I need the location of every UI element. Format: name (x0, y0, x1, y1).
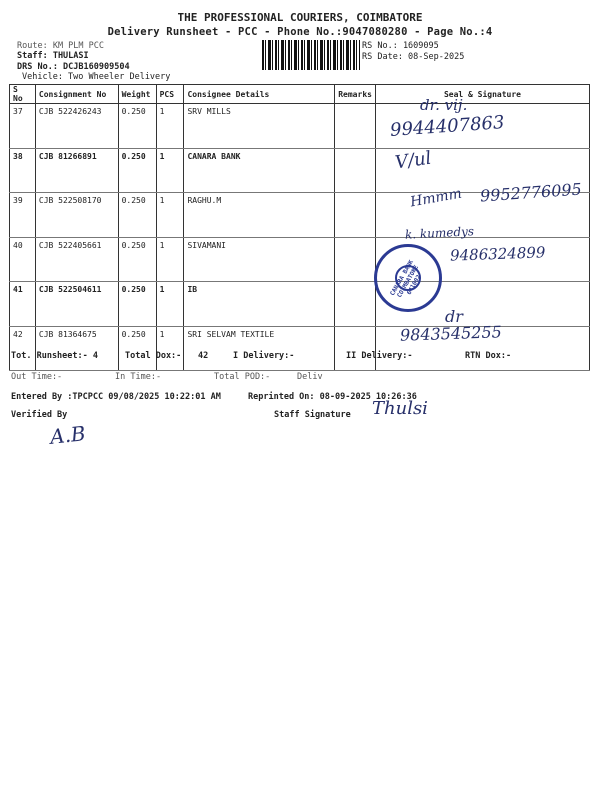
handwritten-signature: V/ul (393, 147, 433, 174)
rtn-dox-label: RTN Dox:- (465, 351, 512, 361)
handwritten-phone: 9486324899 (449, 243, 546, 265)
verifier-handwritten-signature: A.B (48, 421, 87, 449)
cell-pcs: 1 (156, 104, 184, 149)
cell-pcs: 1 (156, 193, 184, 238)
cell-pcs: 1 (156, 237, 184, 282)
cell-weight: 0.250 (118, 104, 156, 149)
header-pcs: PCS (156, 85, 184, 104)
out-time-label: Out Time:- (11, 372, 63, 382)
document-subtitle: Delivery Runsheet - PCC - Phone No.:9047080280 - Page No.:4 (107, 26, 493, 38)
cell-sno: 37 (10, 104, 36, 149)
handwritten-phone: 9952776095 (479, 179, 583, 206)
in-time-label: In Time:- (115, 372, 162, 382)
cell-sno: 38 (10, 148, 36, 193)
cell-consignment-no: CJB 81364675 (35, 326, 118, 371)
cell-consignment-no: CJB 81266891 (35, 148, 118, 193)
handwritten-signature: dr (445, 307, 463, 326)
ii-delivery-label: II Delivery:- (346, 351, 413, 361)
cell-weight: 0.250 (118, 193, 156, 238)
handwritten-phone: 9944407863 (389, 112, 506, 141)
cell-sno: 42 (10, 326, 36, 371)
header-seal-signature: Seal & Signature (375, 85, 589, 104)
cell-consignee: RAGHU.M (184, 193, 335, 238)
staff-signature-label: Staff Signature (274, 410, 351, 420)
cell-pcs: 1 (156, 282, 184, 327)
cell-weight: 0.250 (118, 326, 156, 371)
cell-consignee: SRV MILLS (184, 104, 335, 149)
route-label: Route: KM PLM PCC (17, 41, 104, 51)
total-runsheet: Tot. Runsheet:- 4 (11, 351, 98, 361)
cell-consignee: IB (184, 282, 335, 327)
stamp-text: CANARA BANK COIMBATORE 641002 (388, 259, 423, 299)
cell-consignment-no: CJB 522426243 (35, 104, 118, 149)
cell-remarks (335, 148, 376, 193)
cell-consignment-no: CJB 522508170 (35, 193, 118, 238)
cell-remarks (335, 193, 376, 238)
document-title: THE PROFESSIONAL COURIERS, COIMBATORE (177, 11, 423, 24)
cell-consignee: SIVAMANI (184, 237, 335, 282)
cell-sno: 41 (10, 282, 36, 327)
header-sno: S No (10, 85, 36, 104)
reprinted-on: Reprinted On: 08-09-2025 10:26:36 (248, 392, 417, 402)
cell-remarks (335, 282, 376, 327)
verified-by-label: Verified By (11, 410, 68, 420)
total-dox-label: Total Dox:- (125, 351, 182, 361)
barcode (262, 40, 360, 70)
cell-sno: 39 (10, 193, 36, 238)
rs-number: RS No.: 1609095 (362, 41, 439, 51)
handwritten-signature: Hmmm (409, 185, 464, 211)
table-header-row (10, 85, 590, 104)
staff-handwritten-signature: Thulsi (372, 398, 428, 419)
table-row (10, 326, 590, 371)
cell-consignment-no: CJB 522405661 (35, 237, 118, 282)
cell-weight: 0.250 (118, 237, 156, 282)
cell-pcs: 1 (156, 326, 184, 371)
cell-remarks (335, 104, 376, 149)
cell-weight: 0.250 (118, 148, 156, 193)
header-remarks: Remarks (335, 85, 376, 104)
cell-weight: 0.250 (118, 282, 156, 327)
header-weight: Weight (118, 85, 156, 104)
cell-remarks (335, 237, 376, 282)
cell-sno: 40 (10, 237, 36, 282)
total-dox-value: 42 (198, 351, 209, 361)
table-row (10, 282, 590, 327)
cell-pcs: 1 (156, 148, 184, 193)
cell-consignee: CANARA BANK (184, 148, 335, 193)
cell-remarks (335, 326, 376, 371)
handwritten-name: dr. vij. (420, 96, 468, 114)
cell-consignee: SRI SELVAM TEXTILE (184, 326, 335, 371)
entered-by: Entered By :TPCPCC 09/08/2025 10:22:01 AM (11, 392, 221, 402)
bank-seal-stamp (374, 244, 442, 312)
header-consignee-details: Consignee Details (184, 85, 335, 104)
handwritten-phone: 9843545255 (399, 322, 503, 345)
vehicle-label: Vehicle: Two Wheeler Delivery (22, 72, 171, 82)
rs-date: RS Date: 08-Sep-2025 (362, 52, 465, 62)
i-delivery-label: I Delivery:- (233, 351, 295, 361)
delivery-label-truncated: Deliv (297, 372, 323, 382)
header-consignment-no: Consignment No (35, 85, 118, 104)
handwritten-name: k. kumedys (404, 224, 475, 242)
total-pod-label: Total POD:- (214, 372, 271, 382)
drs-number: DRS No.: DCJB160909504 (17, 62, 130, 72)
cell-consignment-no: CJB 522504611 (35, 282, 118, 327)
staff-label: Staff: THULASI (17, 51, 89, 61)
